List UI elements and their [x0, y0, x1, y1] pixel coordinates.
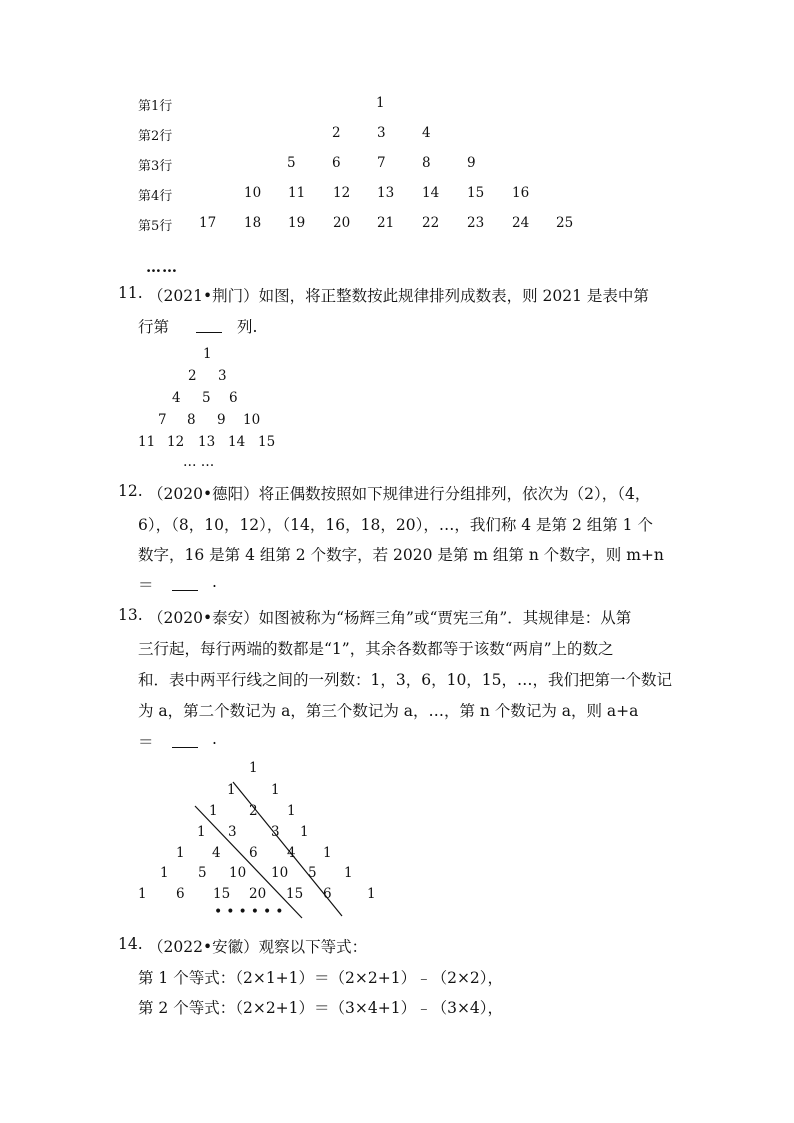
table-cell: 6: [229, 390, 238, 406]
triangle-cell: 1: [160, 865, 169, 881]
ellipsis: ……: [146, 258, 178, 276]
triangle-cell: 1: [209, 803, 218, 819]
table-cell: 20: [333, 215, 351, 231]
table-cell: 5: [202, 390, 211, 406]
triangle-cell: 10: [229, 865, 247, 881]
triangle-cell: 1: [138, 886, 147, 902]
table-cell: 5: [287, 155, 296, 171]
question-text: 和．表中两平行线之间的一列数：1，3，6，10，15，…，我们把第一个数记: [138, 671, 673, 689]
table-cell: 9: [217, 412, 226, 428]
table-cell: 2: [332, 125, 341, 141]
table-cell: 9: [467, 155, 476, 171]
triangle-cell: 1: [367, 886, 376, 902]
table-cell: 22: [422, 215, 440, 231]
table-cell: 16: [512, 185, 530, 201]
question-text: 行第: [138, 318, 170, 336]
triangle-cell: 1: [323, 845, 332, 861]
table-cell: 4: [172, 390, 181, 406]
question-text: .: [212, 573, 217, 591]
table-cell: 3: [218, 368, 227, 384]
table-cell: 25: [556, 215, 574, 231]
triangle-cell: 10: [271, 865, 289, 881]
table-cell: 17: [199, 215, 217, 231]
question-text: （2021•荆门）如图，将正整数按此规律排列成数表，则 2021 是表中第: [148, 287, 649, 305]
row-label: 第5行: [138, 219, 173, 234]
table-cell: 15: [258, 434, 276, 450]
table-cell: 13: [198, 434, 216, 450]
table-cell: 12: [333, 185, 351, 201]
triangle-cell: 15: [213, 886, 231, 902]
table-cell: 12: [167, 434, 185, 450]
question-text: 列.: [237, 318, 258, 336]
ellipsis: ••••••: [214, 904, 288, 920]
triangle-cell: 6: [176, 886, 185, 902]
triangle-cell: 20: [249, 886, 267, 902]
table-cell: 1: [203, 346, 212, 362]
triangle-cell: 5: [308, 865, 317, 881]
triangle-cell: 2: [249, 803, 258, 819]
equation-line: 第 1 个等式：（2×1+1）＝（2×2+1）﹣（2×2），: [138, 969, 504, 987]
question-text: ＝: [138, 576, 154, 594]
question-number: 11.: [118, 284, 143, 302]
triangle-cell: 4: [212, 845, 221, 861]
table-cell: 13: [377, 185, 395, 201]
table-cell: 7: [377, 155, 386, 171]
triangle-cell: 15: [286, 886, 304, 902]
triangle-cell: 5: [198, 865, 207, 881]
question-text: 三行起，每行两端的数都是“1”，其余各数都等于该数“两肩”上的数之: [138, 640, 614, 658]
table-cell: 4: [422, 125, 431, 141]
table-cell: 14: [422, 185, 440, 201]
triangle-cell: 6: [249, 845, 258, 861]
row-label: 第3行: [138, 159, 173, 174]
table-cell: 6: [332, 155, 341, 171]
table-cell: 1: [376, 95, 385, 111]
table-cell: 10: [244, 185, 262, 201]
question-text: 数字，16 是第 4 组第 2 个数字，若 2020 是第 m 组第 n 个数字，则 m+n: [138, 546, 664, 564]
table-cell: 23: [467, 215, 485, 231]
row-label: 第1行: [138, 99, 173, 114]
question-number: 13.: [118, 606, 143, 624]
table-cell: 7: [158, 412, 167, 428]
question-text: 为 a，第二个数记为 a，第三个数记为 a，…，第 n 个数记为 a，则 a+a: [138, 702, 639, 720]
question-number: 14.: [118, 935, 143, 953]
triangle-cell: 1: [271, 782, 280, 798]
triangle-cell: 1: [249, 760, 258, 776]
question-text: ＝: [138, 733, 154, 751]
triangle-cell: 1: [197, 824, 206, 840]
triangle-cell: 1: [287, 803, 296, 819]
table-cell: 15: [467, 185, 485, 201]
table-cell: 11: [288, 185, 306, 201]
question-text: （2020•德阳）将正偶数按照如下规律进行分组排列，依次为（2），（4，: [148, 485, 651, 503]
table-cell: 2: [188, 368, 197, 384]
triangle-cell: 4: [287, 845, 296, 861]
table-cell: 24: [512, 215, 530, 231]
ellipsis: … …: [183, 454, 215, 470]
table-cell: 18: [244, 215, 262, 231]
question-text: （2022•安徽）观察以下等式：: [148, 938, 368, 956]
triangle-cell: 6: [323, 886, 332, 902]
table-cell: 21: [377, 215, 395, 231]
table-cell: 8: [422, 155, 431, 171]
table-cell: 11: [138, 434, 156, 450]
question-text: .: [212, 730, 217, 748]
question-text: 6），（8，10，12），（14，16，18，20），…，我们称 4 是第 2 组第 1 个: [138, 516, 653, 534]
table-cell: 3: [377, 125, 386, 141]
triangle-cell: 1: [344, 865, 353, 881]
triangle-cell: 3: [271, 824, 280, 840]
triangle-cell: 3: [228, 824, 237, 840]
triangle-cell: 1: [227, 782, 236, 798]
question-number: 12.: [118, 482, 143, 500]
row-label: 第4行: [138, 189, 173, 204]
question-text: （2020•泰安）如图被称为“杨辉三角”或“贾宪三角”．其规律是：从第: [148, 609, 632, 627]
triangle-cell: 1: [176, 845, 185, 861]
table-cell: 14: [228, 434, 246, 450]
table-cell: 19: [288, 215, 306, 231]
table-cell: 10: [243, 412, 261, 428]
triangle-cell: 1: [300, 824, 309, 840]
equation-line: 第 2 个等式：（2×2+1）＝（3×4+1）﹣（3×4），: [138, 999, 504, 1017]
row-label: 第2行: [138, 129, 173, 144]
table-cell: 8: [187, 412, 196, 428]
